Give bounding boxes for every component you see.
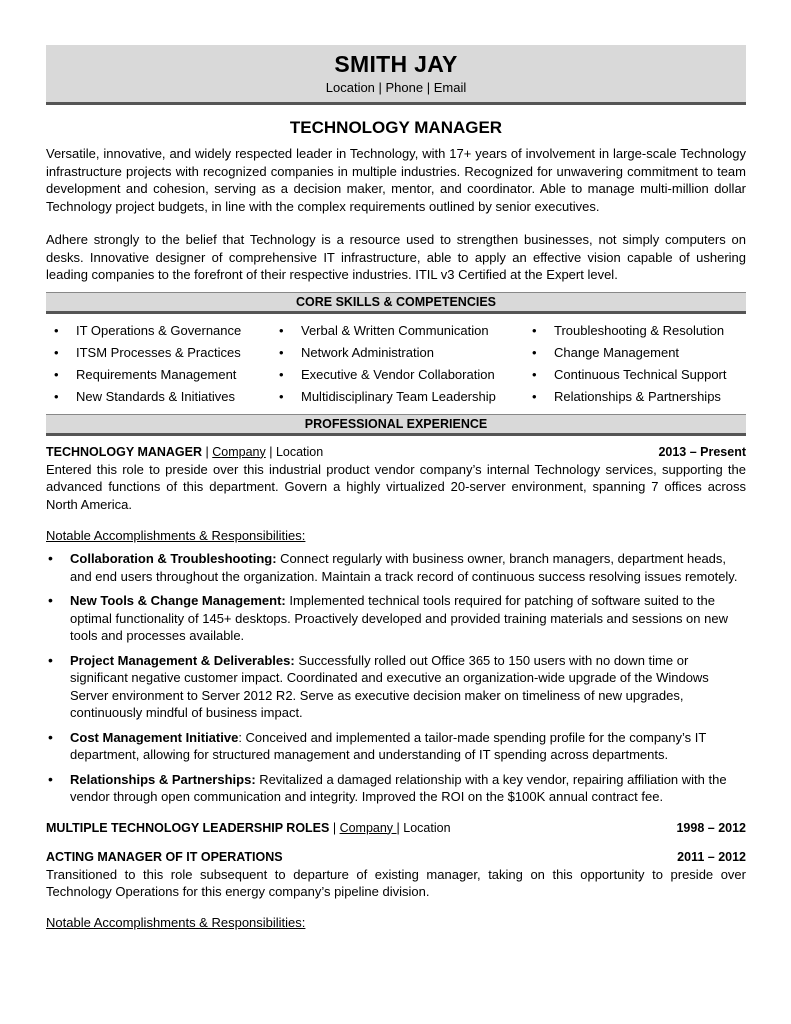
notable-heading: Notable Accomplishments & Responsibilities: bbox=[46, 914, 306, 930]
job-header bbox=[46, 820, 746, 837]
skill-item: • Requirements Management bbox=[46, 364, 271, 386]
skill-item: • IT Operations & Governance bbox=[46, 320, 271, 342]
company-name: Company bbox=[339, 820, 397, 835]
skills-column-2 bbox=[271, 320, 524, 408]
job-dates: 2013 – Present bbox=[658, 444, 746, 459]
accomplishment-text: Connect regularly with business owner, branch managers, department heads, and end users throughout the organization. Maintain a track record of continuous success resolving issues remotely. bbox=[70, 551, 738, 584]
accomplishment-item bbox=[46, 771, 746, 806]
accomplishment-text: Revitalized a damaged relationship with a key vendor, repairing affiliation with the vendor through open communication and integrity. Improved the ROI on the $100K annual contract fee. bbox=[70, 771, 727, 804]
accomplishment-item bbox=[46, 729, 746, 764]
skill-item: • Continuous Technical Support bbox=[524, 364, 744, 386]
separator: | bbox=[265, 444, 276, 459]
notable-heading: Notable Accomplishments & Responsibilities: bbox=[46, 528, 306, 543]
separator: | bbox=[329, 820, 340, 835]
target-job-title: TECHNOLOGY MANAGER bbox=[289, 118, 503, 137]
accomplishment-item bbox=[46, 652, 746, 722]
accomplishment-label: Relationships & Partnerships: bbox=[70, 771, 256, 787]
resume-page bbox=[46, 45, 746, 931]
job-title: MULTIPLE TECHNOLOGY LEADERSHIP ROLES bbox=[46, 820, 330, 835]
job-header bbox=[46, 849, 746, 866]
job-location: Location bbox=[403, 820, 451, 835]
separator: | bbox=[396, 820, 404, 835]
skill-item: • Verbal & Written Communication bbox=[271, 320, 524, 342]
job-title-line bbox=[46, 444, 323, 461]
skill-item: • Relationships & Partnerships bbox=[524, 386, 744, 408]
summary-paragraph-2: Adhere strongly to the belief that Technology is a resource used to strengthen businesses, not simply computers on desks. Innovative designer of comprehensive IT infrastructure, able to apply an effective vision capable of ushering leading companies to the forefront of their respective industries. ITIL v3 Certified at the Expert level. bbox=[46, 232, 746, 282]
skills-grid bbox=[46, 320, 746, 408]
skill-item: • Change Management bbox=[524, 342, 744, 364]
skills-column-1 bbox=[46, 320, 271, 408]
accomplishment-text: Implemented technical tools required for patching of software suited to the optimal functionality of 145+ desktops. Proactively developed and provided training materials and sessions on new tools and processes available. bbox=[70, 593, 728, 643]
skill-item: • Multidisciplinary Team Leadership bbox=[271, 386, 524, 408]
skill-item: • New Standards & Initiatives bbox=[46, 386, 271, 408]
skill-item: • Network Administration bbox=[271, 342, 524, 364]
header-band bbox=[46, 45, 746, 105]
accomplishment-label: Project Management & Deliverables: bbox=[70, 652, 295, 668]
company-name: Company bbox=[212, 444, 266, 459]
skills-column-3 bbox=[524, 320, 744, 408]
job-description: Entered this role to preside over this industrial product vendor company’s internal Technology services, supporting the advanced functions of this department. Govern a highly virtualized 20-server environment, spanning 7 offices across North America. bbox=[46, 461, 746, 512]
job-title: ACTING MANAGER OF IT OPERATIONS bbox=[46, 849, 283, 864]
job-description: Transitioned to this role subsequent to departure of existing manager, taking on this opportunity to preside over Technology Operations for this energy company’s pipeline division. bbox=[46, 866, 746, 899]
accomplishment-label: New Tools & Change Management: bbox=[70, 593, 286, 608]
accomplishment-list bbox=[46, 550, 746, 806]
skill-item: • Executive & Vendor Collaboration bbox=[271, 364, 524, 386]
contact-line: Location | Phone | Email bbox=[325, 80, 467, 95]
accomplishment-label: Collaboration & Troubleshooting: bbox=[70, 551, 277, 566]
experience-heading: PROFESSIONAL EXPERIENCE bbox=[46, 414, 746, 436]
accomplishment-text: Successfully rolled out Office 365 to 150 users with no down time or significant negative customer impact. Coordinated and executive an organization-wide upgrade of the Windows Server environment to Server 2012 R2. Serve as executive decision maker on timeliness of new upgrades, continuously mindful of business impact. bbox=[70, 652, 709, 720]
accomplishment-item bbox=[46, 550, 746, 585]
candidate-name: SMITH JAY bbox=[334, 51, 458, 77]
job-title: TECHNOLOGY MANAGER bbox=[46, 444, 203, 459]
accomplishment-label: Cost Management Initiative bbox=[70, 729, 239, 745]
skill-item: • Troubleshooting & Resolution bbox=[524, 320, 744, 342]
accomplishment-text: : Conceived and implemented a tailor-made spending profile for the company’s IT department, allowing for structured management and understanding of IT spending across departments. bbox=[70, 729, 707, 762]
separator: | bbox=[202, 444, 213, 459]
summary-paragraph-1: Versatile, innovative, and widely respected leader in Technology, with 17+ years of involvement in large-scale Technology infrastructure projects with recognized companies in multiple industries. Recognized for unwavering commitment to team development and cohesion, serving as a decision maker, mentor, and coordinator. Able to manage multi-million dollar Technology project budgets, in line with the complex requirements outlined by senior executives. bbox=[46, 146, 746, 214]
job-header bbox=[46, 444, 746, 461]
job-dates: 1998 – 2012 bbox=[676, 820, 746, 835]
accomplishment-item bbox=[46, 592, 746, 645]
core-skills-heading: CORE SKILLS & COMPETENCIES bbox=[46, 292, 746, 314]
skill-item: • ITSM Processes & Practices bbox=[46, 342, 271, 364]
job-title-line bbox=[46, 820, 451, 837]
job-dates: 2011 – 2012 bbox=[677, 849, 746, 864]
job-location: Location bbox=[275, 444, 324, 459]
